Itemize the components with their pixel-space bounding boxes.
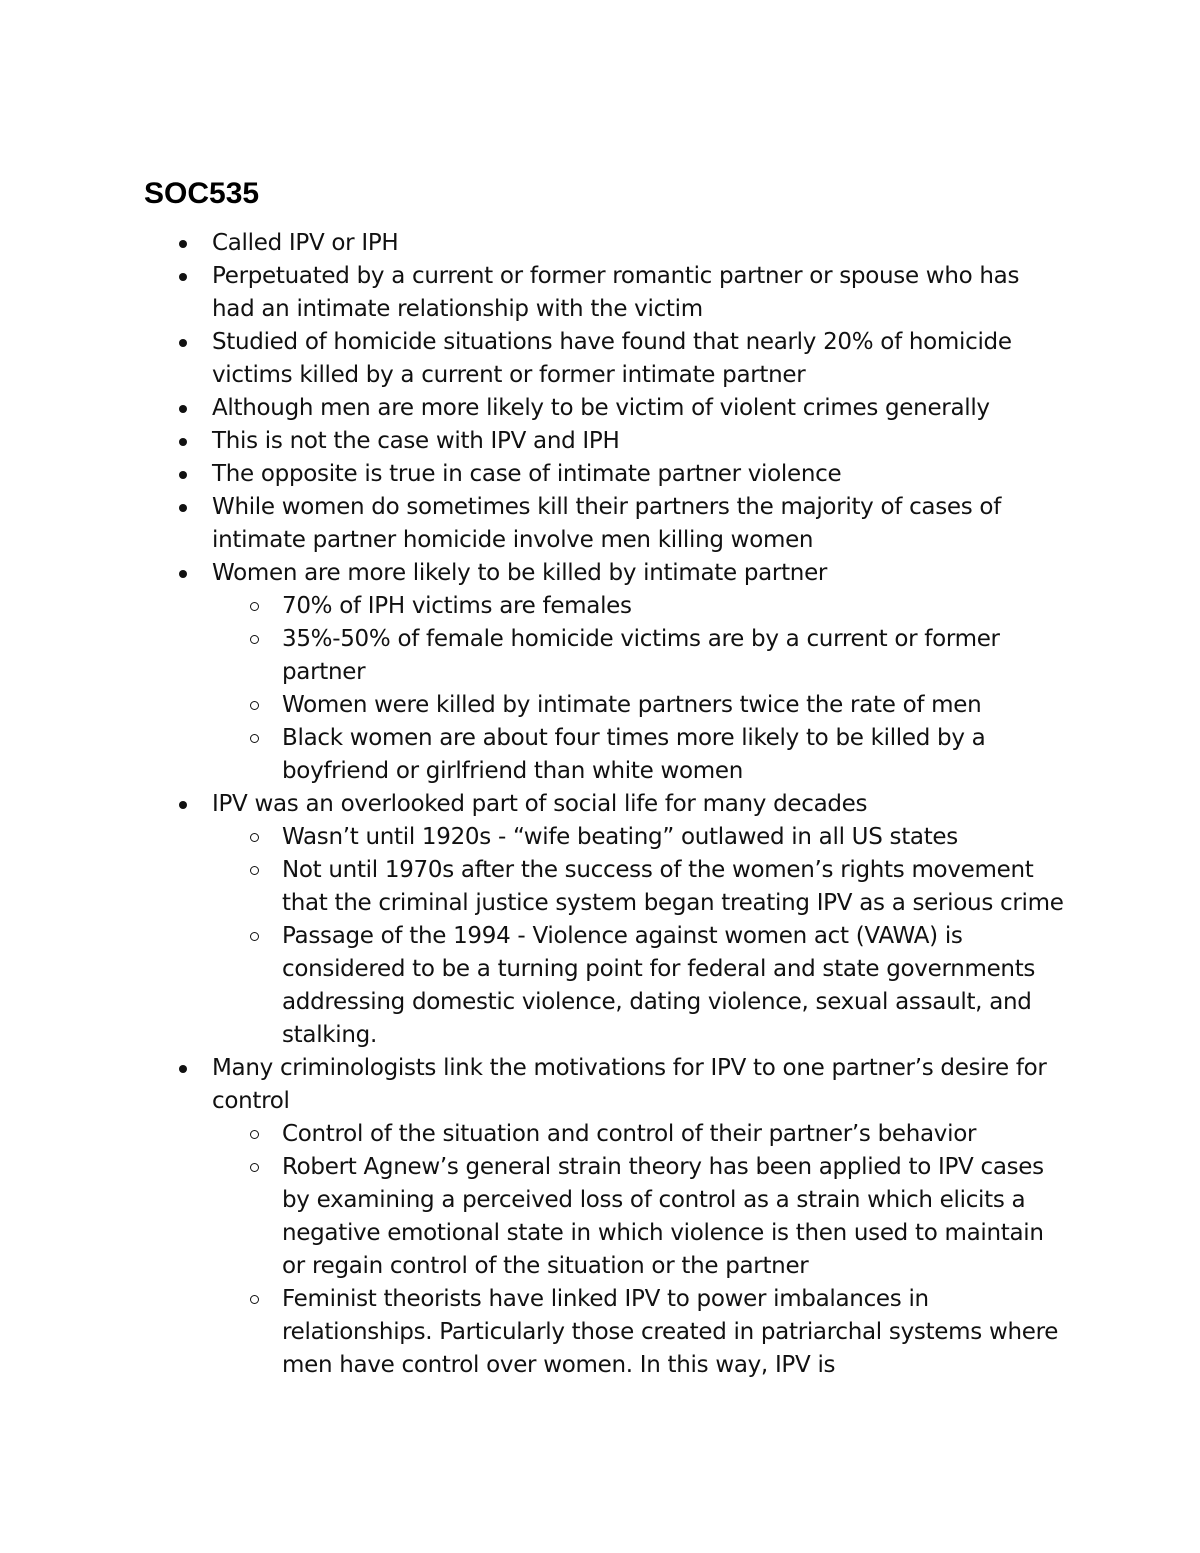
bullet-text: Women are more likely to be killed by intimate partner xyxy=(212,560,828,586)
bullet-text: Called IPV or IPH xyxy=(212,230,399,256)
bullet-text: IPV was an overlooked part of social life for many decades xyxy=(212,791,868,817)
bullet-item xyxy=(144,1052,1064,1382)
bullet-item xyxy=(144,425,1064,458)
bullet-text: Many criminologists link the motivations for IPV to one partner’s desire for control xyxy=(212,1055,1047,1114)
bullet-item xyxy=(144,260,1064,326)
bullet-item xyxy=(144,392,1064,425)
bullet-list xyxy=(144,227,1064,1382)
bullet-item xyxy=(144,557,1064,788)
page-title: SOC535 xyxy=(144,177,260,210)
bullet-item xyxy=(144,491,1064,557)
sub-bullet-item: 35%-50% of female homicide victims are by a current or former partner xyxy=(212,623,1064,689)
bullet-text: While women do sometimes kill their partners the majority of cases of intimate partner homicide involve men killing women xyxy=(212,494,1002,553)
sub-bullet-list xyxy=(212,1118,1064,1382)
sub-bullet-list xyxy=(212,590,1064,788)
bullet-text: The opposite is true in case of intimate partner violence xyxy=(212,461,842,487)
bullet-text: Perpetuated by a current or former romantic partner or spouse who has had an intimate relationship with the victim xyxy=(212,263,1020,322)
sub-bullet-item: Not until 1970s after the success of the women’s rights movement that the criminal justice system began treating IPV as a serious crime xyxy=(212,854,1064,920)
sub-bullet-item: Feminist theorists have linked IPV to power imbalances in relationships. Particularly those created in patriarchal systems where men have control over women. In this way, IPV is xyxy=(212,1283,1064,1382)
sub-bullet-item: 70% of IPH victims are females xyxy=(212,590,1064,623)
bullet-text: This is not the case with IPV and IPH xyxy=(212,428,620,454)
sub-bullet-item: Control of the situation and control of their partner’s behavior xyxy=(212,1118,1064,1151)
bullet-item xyxy=(144,788,1064,1052)
sub-bullet-item: Robert Agnew’s general strain theory has been applied to IPV cases by examining a perceived loss of control as a strain which elicits a negative emotional state in which violence is then used to maintain or regain control of the situation or the partner xyxy=(212,1151,1064,1283)
bullet-text: Although men are more likely to be victim of violent crimes generally xyxy=(212,395,990,421)
bullet-item xyxy=(144,326,1064,392)
bullet-item xyxy=(144,458,1064,491)
sub-bullet-list xyxy=(212,821,1064,1052)
bullet-item xyxy=(144,227,1064,260)
bullet-text: Studied of homicide situations have found that nearly 20% of homicide victims killed by a current or former intimate partner xyxy=(212,329,1012,388)
sub-bullet-item: Black women are about four times more likely to be killed by a boyfriend or girlfriend than white women xyxy=(212,722,1064,788)
sub-bullet-item: Women were killed by intimate partners twice the rate of men xyxy=(212,689,1064,722)
sub-bullet-item: Passage of the 1994 - Violence against women act (VAWA) is considered to be a turning point for federal and state governments addressing domestic violence, dating violence, sexual assault, and stalking. xyxy=(212,920,1064,1052)
sub-bullet-item: Wasn’t until 1920s - “wife beating” outlawed in all US states xyxy=(212,821,1064,854)
